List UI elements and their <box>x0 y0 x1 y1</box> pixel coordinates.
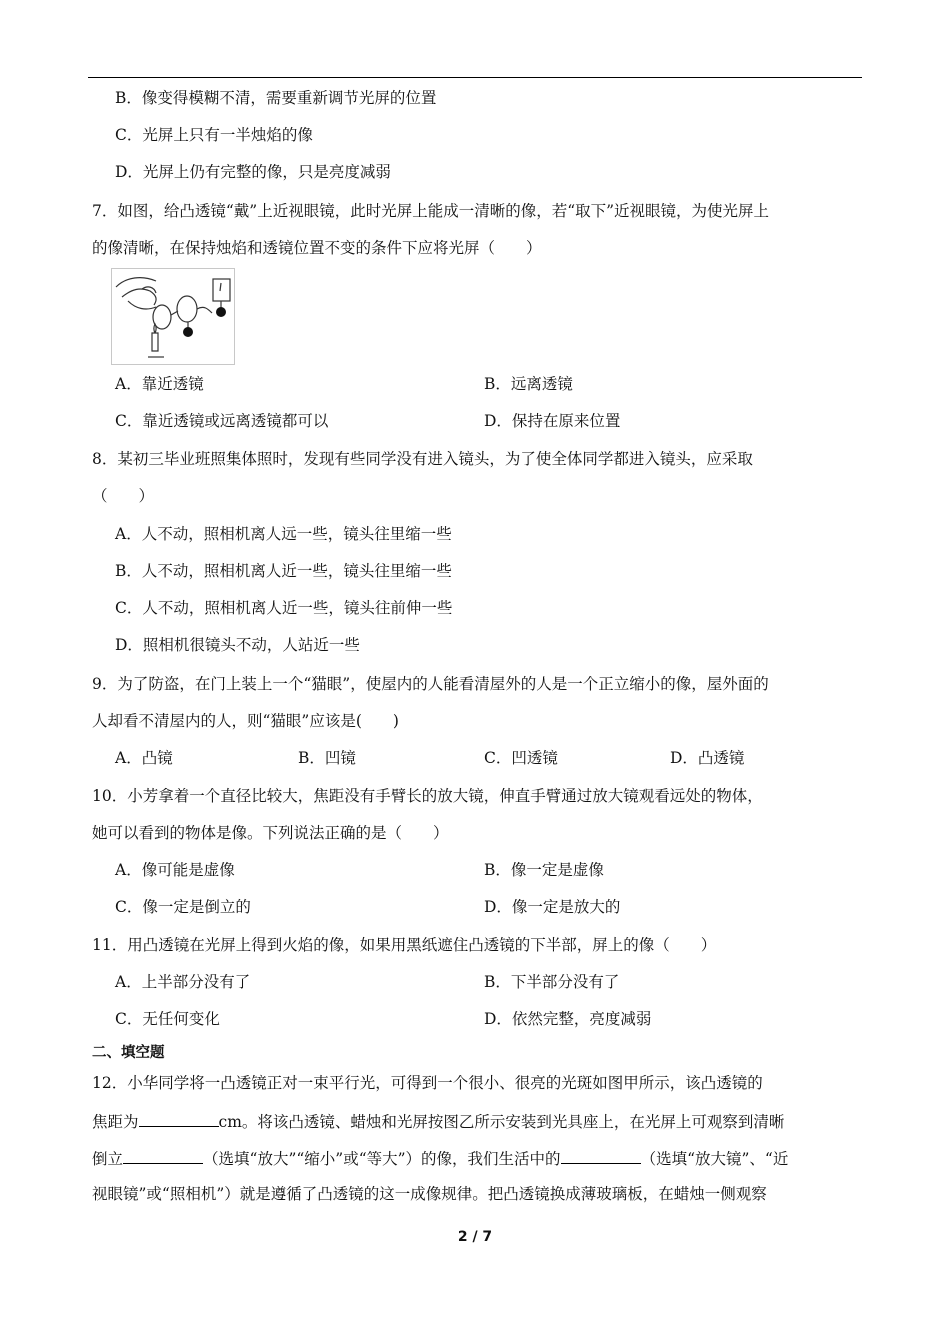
q11-option-b: B．下半部分没有了 <box>484 973 620 991</box>
q12-line2 <box>92 1110 784 1132</box>
q8-stem-line2: （ ） <box>92 487 155 505</box>
q6-option-b: B．像变得模糊不清，需要重新调节光屏的位置 <box>115 89 437 107</box>
q10-option-b: B．像一定是虚像 <box>484 861 604 879</box>
candle-lens-screen-diagram <box>112 269 234 364</box>
q9-stem-line2: 人却看不清屋内的人，则“猫眼”应该是( ) <box>92 712 399 730</box>
q7-option-d: D．保持在原来位置 <box>484 412 621 430</box>
section-heading-fill-in: 二、填空题 <box>92 1045 165 1061</box>
answer-blank-focal-length[interactable] <box>139 1110 219 1127</box>
answer-blank-device[interactable] <box>561 1147 641 1164</box>
q9-stem-line1: 9．为了防盗，在门上装上一个“猫眼”，使屋内的人能看清屋外的人是一个正立缩小的像，屋外面的 <box>92 675 769 693</box>
q11-option-c: C．无任何变化 <box>115 1010 220 1028</box>
answer-blank-image-type[interactable] <box>123 1147 203 1164</box>
q12-line3-suffix: （选填“放大镜”、“近 <box>640 1150 789 1168</box>
q12-line3-prefix: 倒立 <box>92 1150 124 1168</box>
lens-experiment-figure <box>111 268 235 365</box>
q10-stem-line2: 她可以看到的物体是像。下列说法正确的是（ ） <box>92 824 449 842</box>
q6-option-c: C．光屏上只有一半烛焰的像 <box>115 126 313 144</box>
q7-option-a: A．靠近透镜 <box>115 375 204 393</box>
q7-stem-line2: 的像清晰，在保持烛焰和透镜位置不变的条件下应将光屏（ ） <box>92 239 542 257</box>
q12-line1: 12．小华同学将一凸透镜正对一束平行光，可得到一个很小、很亮的光斑如图甲所示，该凸透镜的 <box>92 1074 763 1092</box>
q9-option-d: D．凸透镜 <box>670 749 745 767</box>
q10-stem-line1: 10．小芳拿着一个直径比较大，焦距没有手臂长的放大镜，伸直手臂通过放大镜观看远处的物体， <box>92 787 763 805</box>
q10-option-d: D．像一定是放大的 <box>484 898 621 916</box>
q12-line2-prefix: 焦距为 <box>92 1113 139 1131</box>
q9-option-a: A．凸镜 <box>115 749 173 767</box>
q9-option-c: C．凹透镜 <box>484 749 558 767</box>
q7-stem-line1: 7．如图，给凸透镜“戴”上近视眼镜，此时光屏上能成一清晰的像，若“取下”近视眼镜，为使光屏上 <box>92 202 770 220</box>
q8-option-a: A．人不动，照相机离人远一些，镜头往里缩一些 <box>115 525 452 543</box>
q12-line2-suffix: cm。将该凸透镜、蜡烛和光屏按图乙所示安装到光具座上，在光屏上可观察到清晰 <box>218 1113 785 1131</box>
q10-option-c: C．像一定是倒立的 <box>115 898 251 916</box>
q11-stem: 11．用凸透镜在光屏上得到火焰的像，如果用黑纸遮住凸透镜的下半部，屏上的像（ ） <box>92 936 717 954</box>
q12-line4: 视眼镜”或“照相机”）就是遵循了凸透镜的这一成像规律。把凸透镜换成薄玻璃板，在蜡烛一侧观察 <box>92 1185 767 1203</box>
q9-option-b: B．凹镜 <box>298 749 356 767</box>
q10-option-a: A．像可能是虚像 <box>115 861 235 879</box>
q11-option-d: D．依然完整，亮度减弱 <box>484 1010 652 1028</box>
q8-option-b: B．人不动，照相机离人近一些，镜头往里缩一些 <box>115 562 452 580</box>
q8-stem-line1: 8．某初三毕业班照集体照时，发现有些同学没有进入镜头，为了使全体同学都进入镜头，应采取 <box>92 450 753 468</box>
q11-option-a: A．上半部分没有了 <box>115 973 251 991</box>
q12-line3 <box>92 1147 788 1169</box>
page-number: 2 / 7 <box>457 1229 493 1245</box>
header-rule <box>88 77 862 78</box>
q8-option-d: D．照相机很镜头不动，人站近一些 <box>115 636 360 654</box>
q8-option-c: C．人不动，照相机离人近一些，镜头往前伸一些 <box>115 599 453 617</box>
q12-line3-middle: （选填“放大”“缩小”或“等大”）的像，我们生活中的 <box>203 1150 561 1168</box>
q7-option-c: C．靠近透镜或远离透镜都可以 <box>115 412 329 430</box>
q7-option-b: B．远离透镜 <box>484 375 573 393</box>
q6-option-d: D．光屏上仍有完整的像，只是亮度减弱 <box>115 163 391 181</box>
